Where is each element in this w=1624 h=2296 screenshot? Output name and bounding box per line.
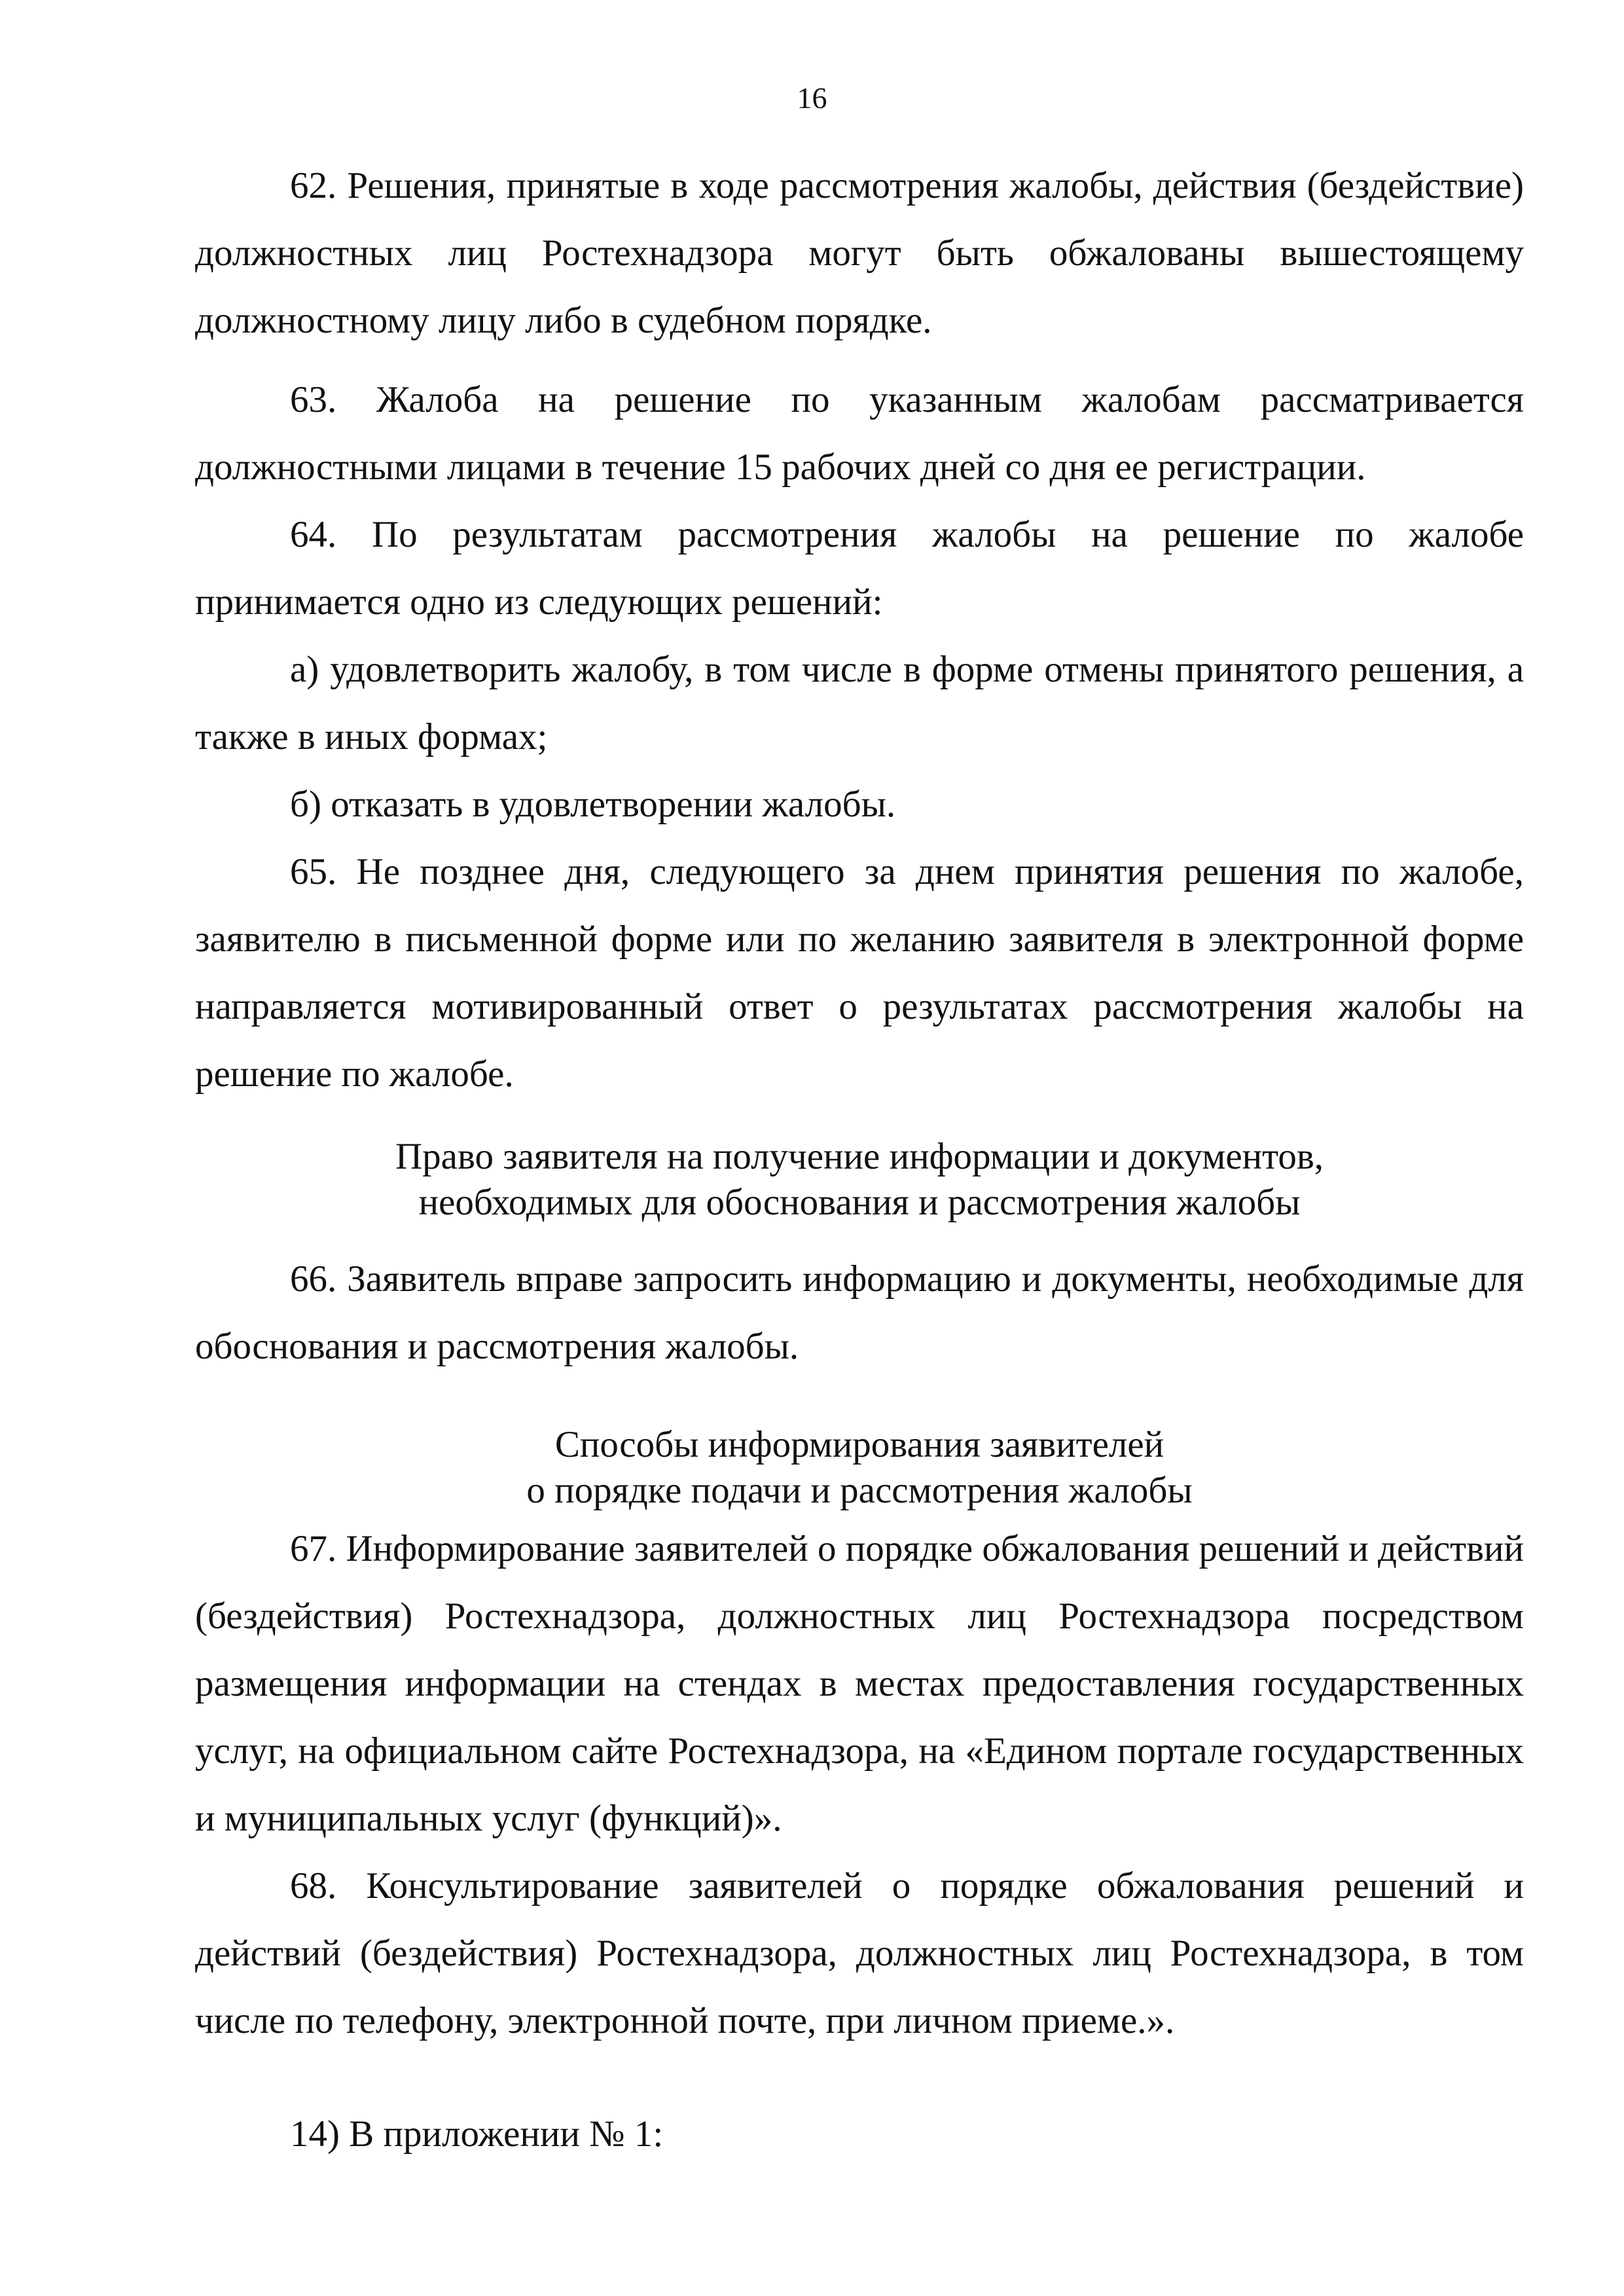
page-number: 16 [797, 81, 827, 115]
paragraph-62: 62. Решения, принятые в ходе рассмотрения жалобы, действия (бездействие) должностных лиц Ростехнадзора могут быть обжалованы вышестоящему должностному лицу либо в судебном порядке. [195, 165, 1524, 341]
paragraph-64-a: а) удовлетворить жалобу, в том числе в форме отмены принятого решения, а также в иных формах; [195, 649, 1524, 757]
paragraph-67: 67. Информирование заявителей о порядке обжалования решений и действий (бездействия) Ростехнадзора, должностных лиц Ростехнадзора посредством размещения информации на стендах в местах предоставления государственных услуг, на официальном сайте Ростехнадзора, на «Едином портале государственных и муниципальных услуг (функций)». [195, 1528, 1524, 1839]
paragraph-14: 14) В приложении № 1: [290, 2113, 664, 2155]
heading-line: Право заявителя на получение информации и документов, [395, 1136, 1324, 1177]
section-heading-right-to-information [195, 1134, 1524, 1226]
heading-line: о порядке подачи и рассмотрения жалобы [526, 1470, 1193, 1511]
heading-line: Способы информирования заявителей [554, 1424, 1164, 1465]
section-heading-informing-methods [195, 1422, 1524, 1514]
paragraph-64: 64. По результатам рассмотрения жалобы на решение по жалобе принимается одно из следующих решений: [195, 514, 1524, 623]
paragraph-63: 63. Жалоба на решение по указанным жалобам рассматривается должностными лицами в течение 15 рабочих дней со дня ее регистрации. [195, 379, 1524, 488]
paragraph-64-b: б) отказать в удовлетворении жалобы. [290, 784, 896, 825]
paragraph-68: 68. Консультирование заявителей о порядке обжалования решений и действий (бездействия) Ростехнадзора, должностных лиц Ростехнадзора, в том числе по телефону, электронной почте, при личном приеме.». [195, 1865, 1524, 2041]
paragraph-66: 66. Заявитель вправе запросить информацию и документы, необходимые для обоснования и рассмотрения жалобы. [195, 1258, 1524, 1367]
paragraph-65: 65. Не позднее дня, следующего за днем принятия решения по жалобе, заявителю в письменной форме или по желанию заявителя в электронной форме направляется мотивированный ответ о результатах рассмотрения жалобы на решение по жалобе. [195, 851, 1524, 1095]
heading-line: необходимых для обоснования и рассмотрения жалобы [418, 1182, 1301, 1223]
document-body [195, 152, 1524, 2168]
